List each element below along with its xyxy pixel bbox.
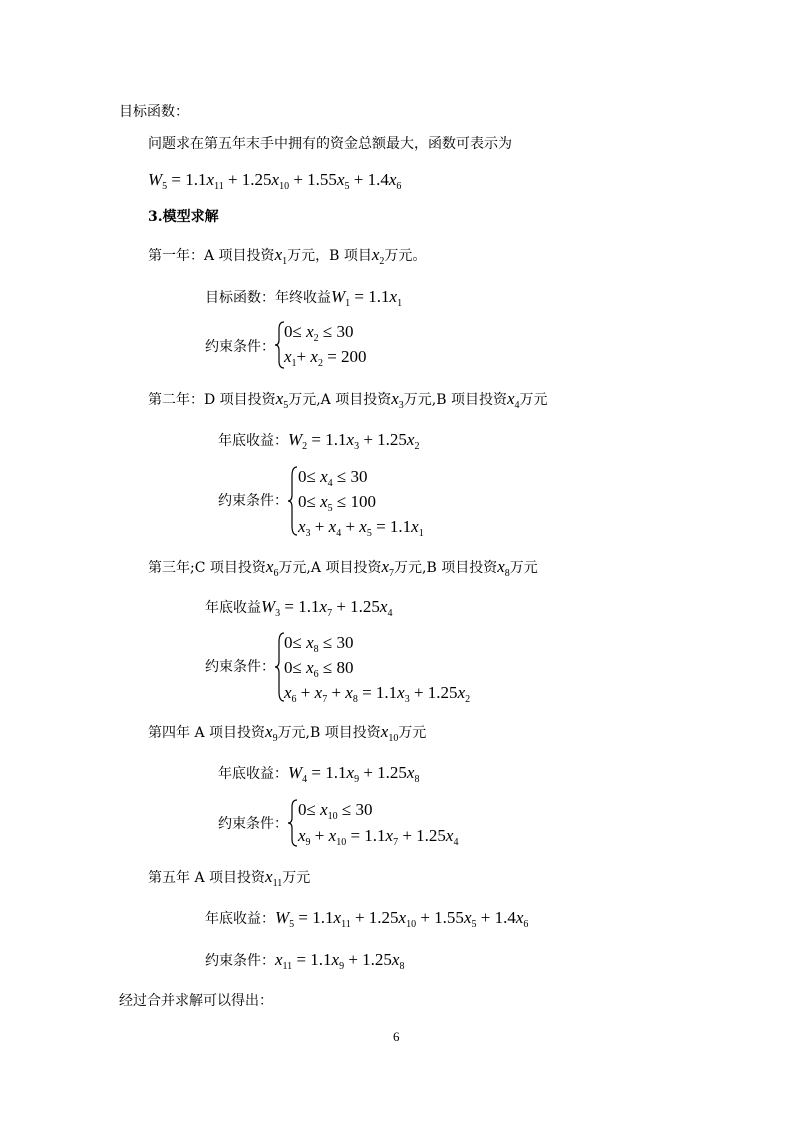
year3-constraint-3: $x_6 + x_7 + x_8 = 1.1x_3 + 1.25x_2$ [284, 683, 471, 705]
year2-constraint-2: $0\le x_5 \le 100$ [298, 492, 376, 514]
year3-constraint-1: $0\le x_8 \le 30$ [284, 633, 354, 655]
objective-heading: 目标函数： [119, 104, 189, 120]
year2-constraint-label: 约束条件： [218, 493, 288, 509]
year2-income: 年底收益：$W_2 = 1.1x_3 + 1.25x_2$ [218, 430, 420, 452]
year5-income: 年底收益：$W_5 = 1.1x_{11} + 1.25x_{10} + 1.55x_5 + 1.4x_6$ [205, 908, 529, 930]
objective-formula: $W_5 = 1.1x_{11} + 1.25x_{10} + 1.55x_5 + 1.4x_6$ [148, 170, 402, 192]
year2-constraint-3: $x_3 + x_4 + x_5 = 1.1x_1$ [298, 517, 424, 539]
year1-constraint-1: $0\le x_2 \le 30$ [284, 322, 354, 344]
year1-constraint-label: 约束条件： [205, 339, 275, 355]
year2-line: 第二年：D 项目投资$x_5$万元,A 项目投资$x_3$万元,B 项目投资$x_4$万元 [148, 389, 548, 411]
year5-line: 第五年 A 项目投资$x_{11}$万元 [148, 867, 311, 889]
year5-constraint: 约束条件：$x_{11} = 1.1x_9 + 1.25x_8$ [205, 950, 405, 972]
year4-constraint-1: $0\le x_{10} \le 30$ [298, 800, 373, 822]
year2-constraint-1: $0\le x_4 \le 30$ [298, 467, 368, 489]
year4-income: 年底收益：$W_4 = 1.1x_9 + 1.25x_8$ [218, 763, 420, 785]
year4-line: 第四年 A 项目投资$x_9$万元,B 项目投资$x_{10}$万元 [148, 722, 427, 744]
section-title: 3.模型求解 [148, 209, 219, 225]
year3-income: 年底收益$W_3 = 1.1x_7 + 1.25x_4$ [205, 597, 393, 619]
year1-objective-label: 目标函数：年终收益$W_1 = 1.1x_1$ [205, 287, 403, 309]
year3-constraint-label: 约束条件： [205, 659, 275, 675]
year3-line: 第三年;C 项目投资$x_6$万元,A 项目投资$x_7$万元,B 项目投资$x_8$万元 [148, 557, 538, 579]
page-number: 6 [393, 1029, 400, 1044]
year1-constraint-2: $x_1+ x_2 = 200$ [284, 347, 367, 369]
year3-constraint-2: $0\le x_6 \le 80$ [284, 658, 354, 680]
objective-description: 问题求在第五年末手中拥有的资金总额最大，函数可表示为 [148, 136, 512, 152]
year1-line: 第一年：A 项目投资$x_1$万元，B 项目$x_2$万元。 [148, 245, 427, 267]
year4-constraint-2: $x_9 + x_{10} = 1.1x_7 + 1.25x_4$ [298, 826, 459, 848]
year4-constraint-label: 约束条件： [218, 816, 288, 832]
conclusion-text: 经过合并求解可以得出： [119, 993, 273, 1009]
